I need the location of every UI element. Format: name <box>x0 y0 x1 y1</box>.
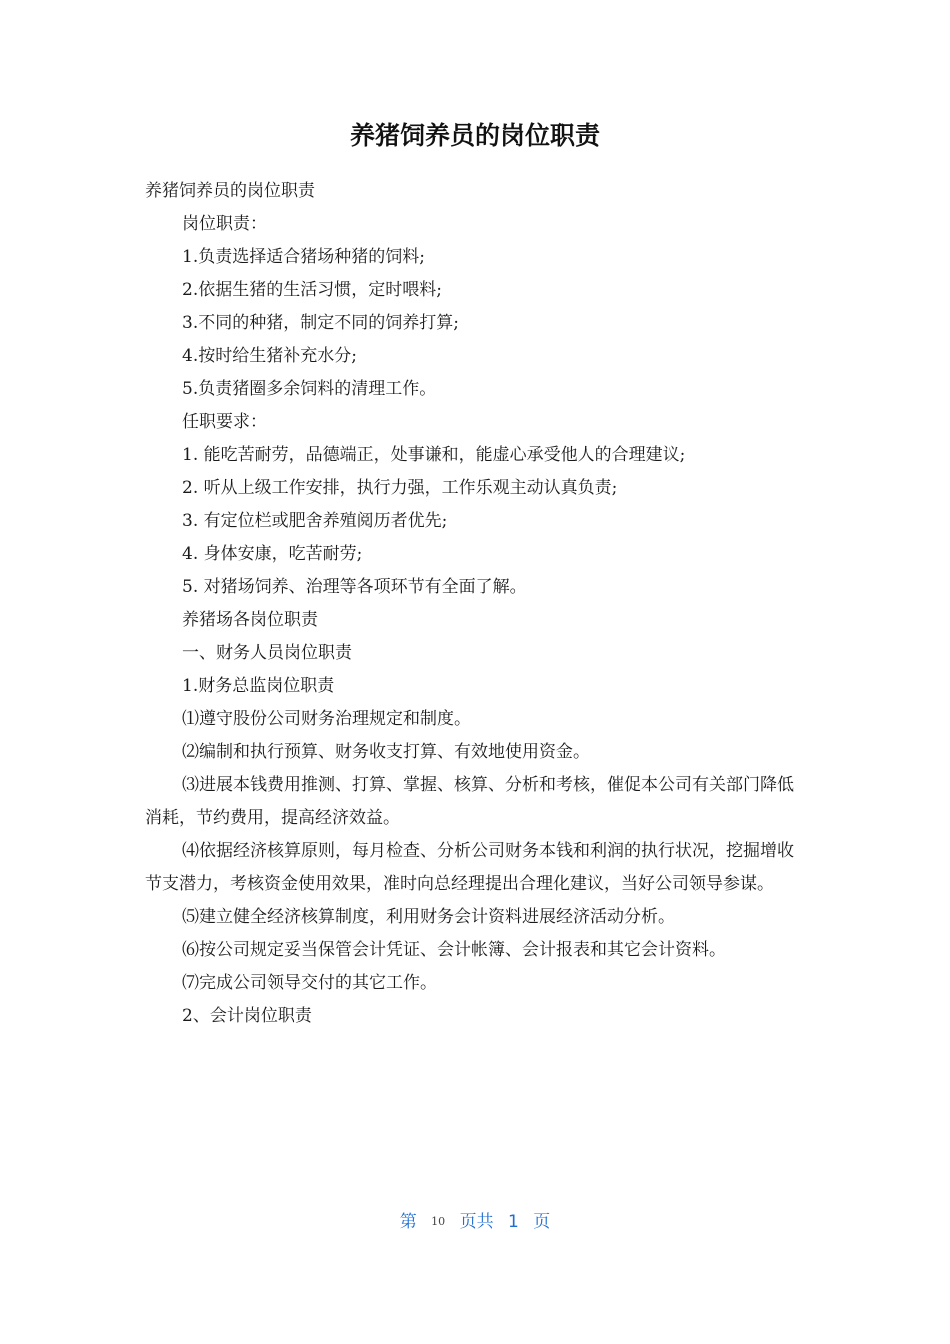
body-line: 4. 身体安康，吃苦耐劳; <box>182 544 363 564</box>
body-line: 1. 能吃苦耐劳，品德端正，处事谦和，能虚心承受他人的合理建议; <box>182 445 686 465</box>
body-line: 2.依据生猪的生活习惯，定时喂料; <box>182 280 442 300</box>
footer-suffix: 页 <box>533 1212 551 1232</box>
body-line: 1.财务总监岗位职责 <box>182 676 335 696</box>
body-line: 养猪饲养员的岗位职责 <box>145 181 315 201</box>
body-line: 2. 听从上级工作安排，执行力强，工作乐观主动认真负责; <box>182 478 618 498</box>
footer-page-number: 10 <box>431 1215 446 1228</box>
body-line: 5.负责猪圈多余饲料的清理工作。 <box>182 379 437 399</box>
body-line: ⑴遵守股份公司财务治理规定和制度。 <box>182 709 471 729</box>
document-title: 养猪饲养员的岗位职责 <box>349 121 600 150</box>
footer-prefix: 第 <box>399 1212 417 1232</box>
body-line: 3. 有定位栏或肥舍养殖阅历者优先; <box>182 511 448 531</box>
body-line: ⑺完成公司领导交付的其它工作。 <box>182 973 437 993</box>
document-body <box>145 175 810 1033</box>
body-line: ⑹按公司规定妥当保管会计凭证、会计帐簿、会计报表和其它会计资料。 <box>182 940 726 960</box>
body-line: 岗位职责： <box>182 214 267 234</box>
body-line: 1.负责选择适合猪场种猪的饲料; <box>182 247 425 267</box>
body-line: 3.不同的种猪，制定不同的饲养打算; <box>182 313 459 333</box>
body-line: ⑸建立健全经济核算制度，利用财务会计资料进展经济活动分析。 <box>182 907 675 927</box>
footer-middle: 页共 <box>459 1212 494 1232</box>
body-line: 任职要求： <box>182 412 267 432</box>
body-line: ⑵编制和执行预算、财务收支打算、有效地使用资金。 <box>182 742 590 762</box>
body-paragraph: ⑶进展本钱费用推测、打算、掌握、核算、分析和考核，催促本公司有关部门降低消耗，节约费用，提高经济效益。 <box>145 775 794 828</box>
footer-total: 1 <box>507 1212 519 1232</box>
body-line: 4.按时给生猪补充水分; <box>182 346 357 366</box>
page-footer <box>0 1208 950 1236</box>
body-line: 5. 对猪场饲养、治理等各项环节有全面了解。 <box>182 577 527 597</box>
body-line: 一、财务人员岗位职责 <box>182 643 352 663</box>
body-line: 2、会计岗位职责 <box>182 1006 312 1026</box>
body-line: 养猪场各岗位职责 <box>182 610 318 630</box>
body-paragraph: ⑷依据经济核算原则，每月检查、分析公司财务本钱和利润的执行状况，挖掘增收节支潜力，考核资金使用效果，准时向总经理提出合理化建议，当好公司领导参谋。 <box>145 841 794 894</box>
